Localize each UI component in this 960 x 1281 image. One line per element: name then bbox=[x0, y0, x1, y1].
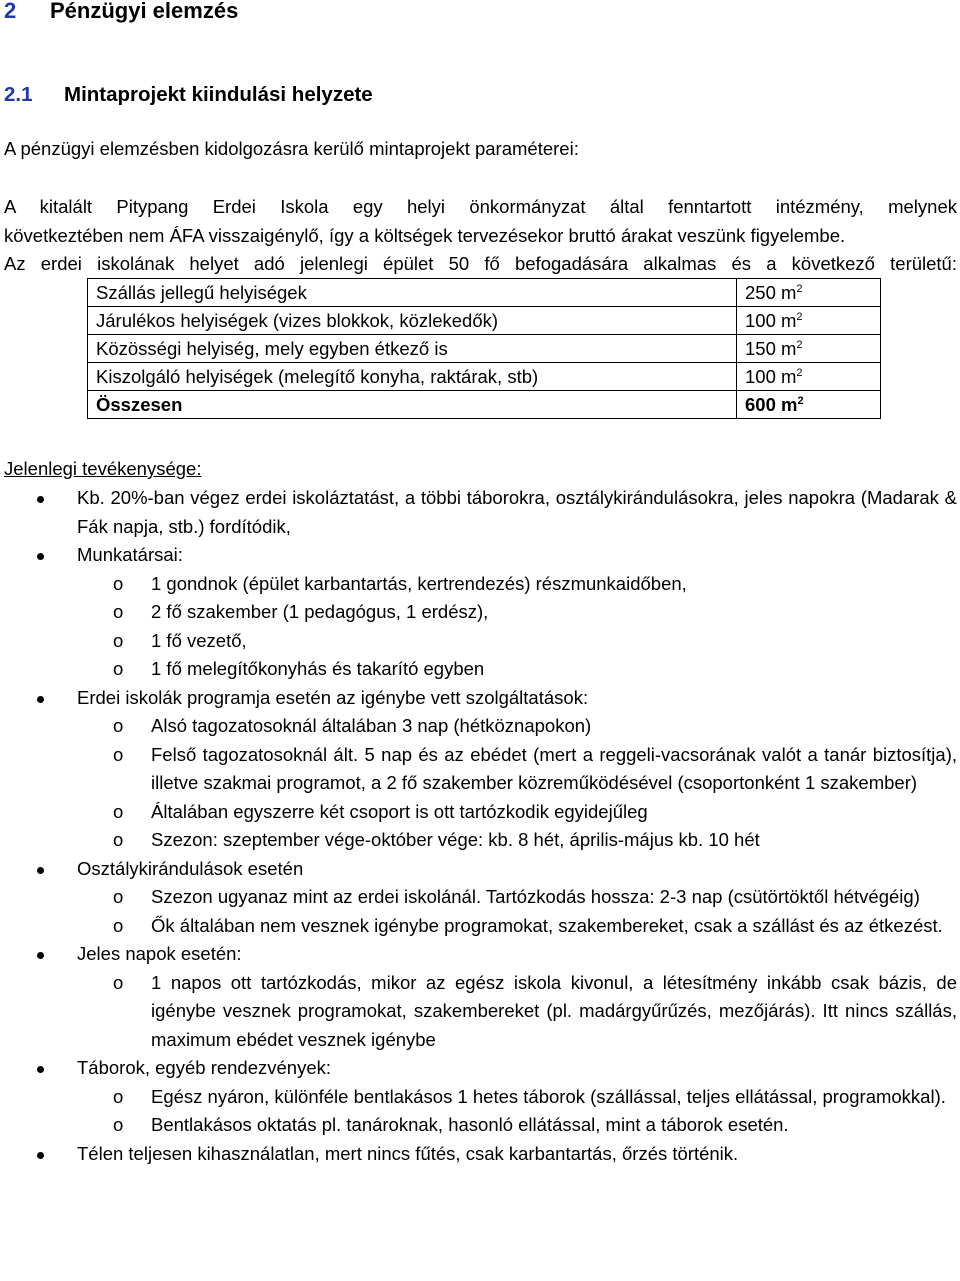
sub-bullet-icon: o bbox=[113, 658, 124, 679]
list-item bbox=[4, 1140, 957, 1169]
intro-paragraph: A pénzügyi elemzésben kidolgozásra kerülő mintaprojekt paraméterei: bbox=[4, 138, 579, 159]
table-row bbox=[88, 363, 881, 391]
bullet-icon bbox=[37, 696, 44, 703]
sub-list-item-text: Alsó tagozatosoknál általában 3 nap (hétköznapokon) bbox=[151, 715, 592, 736]
sub-bullet-icon: o bbox=[113, 601, 124, 622]
sub-list-item-text: Ők általában nem vesznek igénybe programokat, szakembereket, csak a szállást és az étkezést. bbox=[151, 914, 943, 936]
table-row bbox=[88, 307, 881, 335]
table-total-row bbox=[88, 391, 881, 419]
activity-heading: Jelenlegi tevékenysége: bbox=[4, 458, 202, 479]
sub-bullet-icon: o bbox=[113, 1114, 124, 1135]
list-item-text: Osztálykirándulások esetén bbox=[77, 857, 304, 879]
sub-list-item bbox=[4, 883, 957, 912]
bullet-icon bbox=[37, 867, 44, 874]
section-title: Pénzügyi elemzés bbox=[50, 0, 239, 23]
bullet-icon bbox=[37, 1152, 44, 1159]
section-number: 2 bbox=[4, 0, 17, 23]
paragraph-line: Az erdei iskolának helyet adó jelenlegi épület 50 fő befogadására alkalmas és a következő területű: bbox=[4, 253, 957, 274]
section-heading bbox=[4, 0, 238, 26]
table-cell-value: 100 $m^2$ bbox=[737, 307, 881, 335]
sub-bullet-icon: o bbox=[113, 743, 124, 765]
subsection-title: Mintaprojekt kiindulási helyzete bbox=[64, 83, 373, 106]
sub-list-item-text: Bentlakásos oktatás pl. tanároknak, hasonló ellátással, mint a táborok esetén. bbox=[151, 1114, 789, 1135]
list-item-text: Munkatársai: bbox=[77, 544, 183, 565]
sub-bullet-icon: o bbox=[113, 629, 124, 651]
sub-list-item-text: Egész nyáron, különféle bentlakásos 1 hetes táborok (szállással, teljes ellátással, programokkal). bbox=[151, 1085, 946, 1107]
table-cell-label: Kiszolgáló helyiségek (melegítő konyha, raktárak, stb) bbox=[88, 363, 737, 391]
sub-bullet-icon: o bbox=[113, 572, 124, 594]
sub-list-item-text: Szezon ugyanaz mint az erdei iskolánál. Tartózkodás hossza: 2-3 nap (csütörtöktől hétvégéig) bbox=[151, 886, 920, 907]
sub-bullet-icon: o bbox=[113, 800, 124, 822]
subsection-heading bbox=[4, 80, 373, 110]
sub-list-item-text: 1 napos ott tartózkodás, mikor az egész iskola kivonul, a létesítmény inkább csak bázis, de igénybe vesznek programokat, szakembereket (pl. madárgyűrűzés, mezőjárás). Itt nincs szállás, maximum ebédet vesznek igénybe bbox=[151, 971, 957, 1050]
bullet-icon bbox=[37, 496, 44, 503]
sub-list-item bbox=[4, 598, 957, 627]
sub-list-item bbox=[4, 627, 957, 656]
sub-bullet-icon: o bbox=[113, 829, 124, 850]
area-table bbox=[87, 278, 881, 419]
sub-list-item-text: Szezon: szeptember vége-október vége: kb. 8 hét, április-május kb. 10 hét bbox=[151, 829, 760, 850]
list-item-text: Táborok, egyéb rendezvények: bbox=[77, 1057, 332, 1078]
sub-list-item-text: 1 gondnok (épület karbantartás, kertrendezés) részmunkaidőben, bbox=[151, 572, 687, 594]
list-item bbox=[4, 940, 957, 969]
table-cell-value: 100 $m^2$ bbox=[737, 363, 881, 391]
sub-list-item bbox=[4, 798, 957, 827]
list-item bbox=[4, 1054, 957, 1083]
list-item bbox=[4, 484, 957, 541]
sub-list-item bbox=[4, 912, 957, 941]
description-paragraph bbox=[4, 193, 957, 279]
sub-list-item bbox=[4, 1083, 957, 1112]
sub-list-item-text: Általában egyszerre két csoport is ott tartózkodik egyidejűleg bbox=[151, 800, 648, 822]
paragraph-line: A kitalált Pitypang Erdei Iskola egy helyi önkormányzat által fenntartott intézmény, melynek bbox=[4, 196, 957, 217]
table-cell-value: 150 $m^2$ bbox=[737, 335, 881, 363]
sub-list-item-text: Felső tagozatosoknál ált. 5 nap és az ebédet (mert a reggeli-vacsorának valót a tanár biztosítja), illetve szakmai programot, a 2 fő szakember közreműködésével (csoportonként 1 szakember) bbox=[151, 743, 957, 793]
sub-bullet-icon: o bbox=[113, 1085, 124, 1107]
sub-list-item-text: 1 fő melegítőkonyhás és takarító egyben bbox=[151, 658, 485, 679]
sub-bullet-icon: o bbox=[113, 914, 124, 936]
table-row bbox=[88, 335, 881, 363]
sub-list-item bbox=[4, 969, 957, 1055]
sub-list-item bbox=[4, 655, 957, 684]
sub-list-item bbox=[4, 1111, 957, 1140]
list-item bbox=[4, 855, 957, 884]
table-cell-label: Szállás jellegű helyiségek bbox=[88, 279, 737, 307]
sub-list-item bbox=[4, 712, 957, 741]
list-item-text: Télen teljesen kihasználatlan, mert nincs fűtés, csak karbantartás, őrzés történik. bbox=[77, 1142, 739, 1164]
list-item-text: Kb. 20%-ban végez erdei iskoláztatást, a többi táborokra, osztálykirándulásokra, jeles napokra (Madarak & Fák napja, stb.) fordítódik, bbox=[77, 487, 957, 537]
sub-list-item bbox=[4, 570, 957, 599]
sub-bullet-icon: o bbox=[113, 715, 124, 736]
table-total-label: Összesen bbox=[88, 391, 737, 419]
sub-list-item bbox=[4, 741, 957, 798]
table-cell-value: 250 $m^2$ bbox=[737, 279, 881, 307]
sub-list-item bbox=[4, 826, 957, 855]
list-item-text: Jeles napok esetén: bbox=[77, 943, 242, 964]
sub-bullet-icon: o bbox=[113, 886, 124, 907]
table-total-value: 600 $m^2$ bbox=[737, 391, 881, 419]
table-cell-label: Közösségi helyiség, mely egyben étkező is bbox=[88, 335, 737, 363]
paragraph-line: következtében nem ÁFA visszaigénylő, így a költségek tervezésekor bruttó árakat veszünk figyelembe. bbox=[4, 224, 846, 246]
bullet-icon bbox=[37, 553, 44, 560]
list-item bbox=[4, 541, 957, 570]
sub-list-item-text: 1 fő vezető, bbox=[151, 629, 247, 651]
activity-list bbox=[4, 484, 957, 1168]
table-row bbox=[88, 279, 881, 307]
sub-list-item-text: 2 fő szakember (1 pedagógus, 1 erdész), bbox=[151, 601, 489, 622]
bullet-icon bbox=[37, 952, 44, 959]
subsection-number: 2.1 bbox=[4, 83, 33, 106]
bullet-icon bbox=[37, 1066, 44, 1073]
list-item bbox=[4, 684, 957, 713]
list-item-text: Erdei iskolák programja esetén az igénybe vett szolgáltatások: bbox=[77, 686, 589, 708]
sub-bullet-icon: o bbox=[113, 971, 124, 993]
table-cell-label: Járulékos helyiségek (vizes blokkok, közlekedők) bbox=[88, 307, 737, 335]
